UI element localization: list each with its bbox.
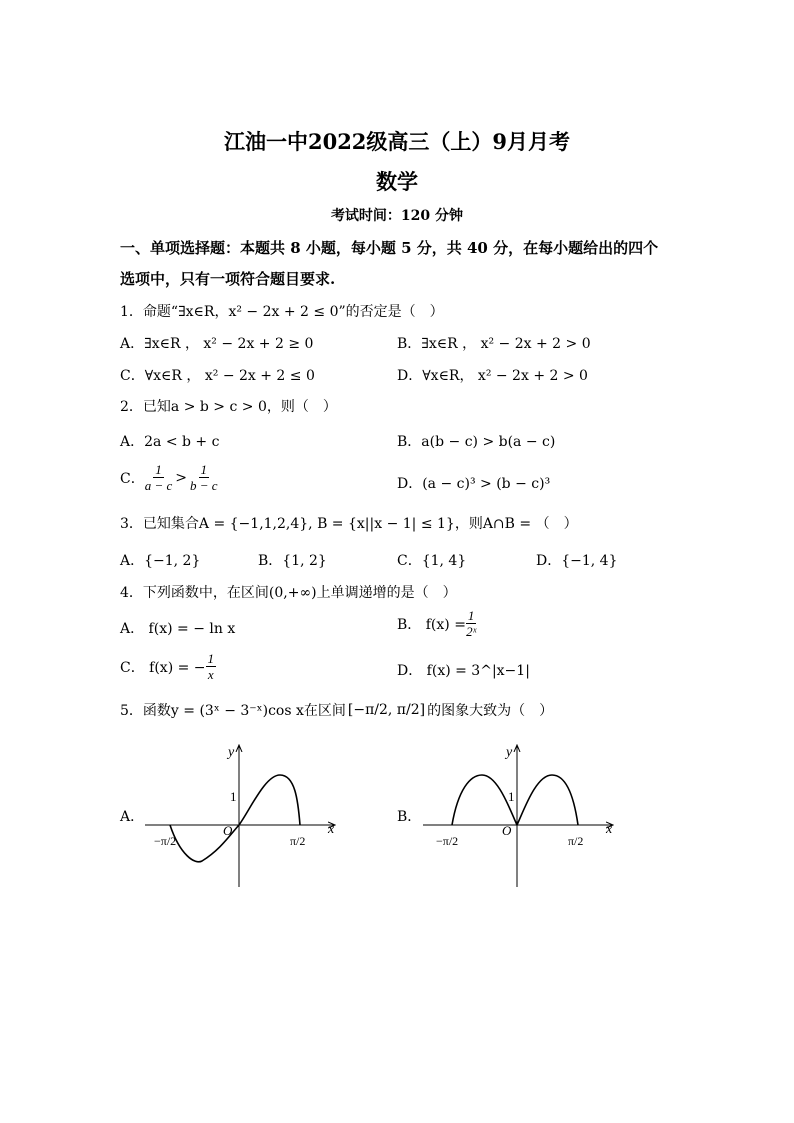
exam-title: 江油一中2022级高三（上）9月月考 — [223, 129, 571, 154]
numerator: 1 — [155, 462, 162, 477]
question-2-option-b: B．a(b − c) > b(a − c) — [397, 434, 556, 450]
origin-label: O — [502, 823, 512, 838]
section-heading-line1: 一、单项选择题：本题共 8 小题，每小题 5 分，共 40 分，在每小题给出的四个 — [120, 239, 659, 257]
operator: > — [175, 469, 187, 486]
question-3-option-b: B．{1, 2} — [258, 553, 327, 569]
question-1-option-b: B．∃x∈R ， x² − 2x + 2 > 0 — [397, 336, 591, 352]
curve-b — [452, 775, 578, 825]
stem-prefix: 5．函数y = (3ˣ − 3⁻ˣ)cos x在区间 — [120, 703, 346, 719]
tick-one: 1 — [508, 789, 515, 804]
denominator: x — [207, 667, 214, 682]
right-tick: π/2 — [290, 834, 306, 848]
subject-title: 数学 — [376, 169, 418, 194]
denominator: 2ˣ — [466, 624, 477, 639]
y-label: y — [228, 745, 235, 760]
question-4-option-a: A． f(x) = − ln x — [120, 621, 236, 637]
question-4-stem: 4．下列函数中，在区间(0,+∞)上单调递增的是（ ） — [120, 585, 457, 601]
question-3-stem: 3．已知集合A = {−1,1,2,4}, B = {x||x − 1| ≤ 1}，则A∩B = （ ） — [120, 516, 578, 532]
question-1-option-c: C．∀x∈R ， x² − 2x + 2 ≤ 0 — [120, 368, 315, 384]
graph-b — [418, 735, 628, 895]
section-heading-line2: 选项中，只有一项符合题目要求. — [120, 270, 336, 288]
right-tick: π/2 — [568, 834, 584, 848]
option-c-label: C． f(x) = − — [120, 659, 206, 676]
x-label: x — [328, 822, 335, 837]
question-1-option-d: D．∀x∈R， x² − 2x + 2 > 0 — [397, 368, 588, 384]
question-2-option-c — [120, 462, 218, 493]
question-2-stem: 2．已知a > b > c > 0，则（ ） — [120, 399, 337, 415]
question-1-stem: 1．命题“∃x∈R，x² − 2x + 2 ≤ 0”的否定是（ ） — [120, 304, 444, 320]
fraction — [466, 608, 477, 639]
stem-suffix: 的图象大致为（ ） — [427, 703, 554, 719]
left-tick: −π/2 — [154, 834, 177, 848]
numerator: 1 — [200, 462, 208, 477]
origin-label: O — [223, 823, 233, 838]
denominator: a − c — [144, 478, 173, 493]
denominator: b − c — [190, 478, 218, 493]
question-3-option-c: C．{1, 4} — [397, 553, 467, 569]
question-4-option-c — [120, 651, 216, 682]
exam-duration: 考试时间：120 分钟 — [330, 208, 464, 224]
numerator: 1 — [207, 651, 215, 666]
fraction — [206, 651, 217, 682]
graph-a — [140, 735, 350, 895]
interval: [−π/2, π/2] — [347, 702, 426, 718]
y-label: y — [506, 745, 513, 760]
option-b-label: B． f(x) = — [397, 616, 466, 633]
left-tick: −π/2 — [436, 834, 459, 848]
tick-one: 1 — [230, 789, 237, 804]
fraction — [190, 462, 218, 493]
fraction — [145, 462, 173, 493]
question-2-option-d: D．(a − c)³ > (b − c)³ — [397, 476, 551, 492]
question-4-option-b — [397, 608, 476, 639]
question-5-stem — [120, 700, 553, 720]
graph-b-label: B． — [397, 809, 422, 825]
question-3-option-a: A．{−1, 2} — [120, 553, 201, 569]
question-2-option-a: A．2a < b + c — [120, 434, 220, 450]
question-4-option-d: D． f(x) = 3^|x−1| — [397, 663, 530, 679]
numerator: 1 — [467, 608, 475, 623]
question-1-option-a: A．∃x∈R ， x² − 2x + 2 ≥ 0 — [120, 336, 314, 352]
question-3-option-d: D．{−1, 4} — [536, 553, 618, 569]
x-label: x — [606, 822, 613, 837]
graph-a-label: A． — [120, 809, 145, 825]
option-c-label: C． — [120, 470, 145, 487]
